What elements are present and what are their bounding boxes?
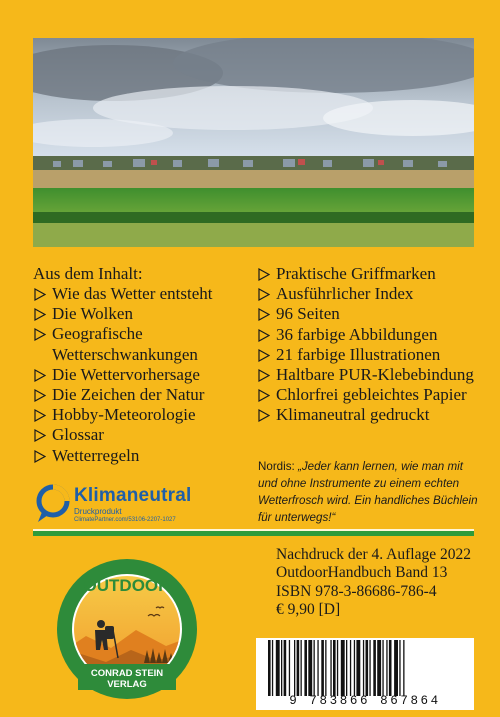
barcode-bar [297,640,300,696]
triangle-bullet-icon [34,328,46,341]
quote-text: „Jeder kann lernen, wie man mit und ohne Instrumente zu einem echten Wetterfrosch wird. Ein handliches Büchlein für unterwegs!“ [258,460,478,524]
list-item-text: Wie das Wetter entsteht [52,284,213,303]
barcode-bar [276,640,280,696]
list-item-text: Klimaneutral gedruckt [276,405,430,425]
imprint [276,546,476,620]
series-line: OutdoorHandbuch Band 13 [276,564,448,582]
barcode-bar [284,640,287,696]
list-item-text: Geografische [52,324,143,344]
list-item [33,304,248,324]
barcode-bar [294,640,295,696]
triangle-bullet-icon [258,369,270,382]
list-item-text: 36 farbige Abbildungen [276,324,438,344]
barcode-bar [289,640,290,696]
triangle-bullet-icon [34,409,46,422]
list-item-text: Die Zeichen der Natur [52,385,205,405]
list-item-text: Praktische Griffmarken [276,264,436,283]
barcode-bar [333,640,336,696]
cover-photo [33,38,474,247]
list-item-text: Haltbare PUR-Klebebindung [276,365,474,385]
triangle-bullet-icon [34,450,46,463]
barcode-bar [350,640,351,696]
list-item [257,345,482,365]
list-item-text: Die Wolken [52,304,133,324]
list-item [257,405,482,425]
triangle-bullet-icon [34,389,46,402]
list-item-text: Chlorfrei gebleichtes Papier [276,385,467,405]
list-item [257,385,482,405]
list-item-text: Wetterschwankungen [52,344,198,364]
barcode-bar [373,640,376,696]
klimaneutral-url: ClimatePartner.com/53106-2207-1027 [74,517,176,523]
barcode-bar [308,640,312,696]
divider-green [33,531,474,536]
list-item [33,446,248,466]
list-item [257,264,482,284]
barcode-bar [369,640,370,696]
barcode-digits: 9 783866 867864 [289,694,441,708]
triangle-bullet-icon [258,288,270,301]
list-item-continuation [33,345,248,365]
list-item-text: 21 farbige Illustrationen [276,344,441,364]
barcode-bar [341,640,345,696]
list-item-text: Hobby-Meteorologie [52,405,196,425]
triangle-bullet-icon [34,429,46,442]
list-item-text: Wetterregeln [52,445,140,465]
outdoor-badge [56,558,198,700]
barcode-bar [272,640,273,696]
barcode-bar [403,640,404,696]
list-item [257,304,482,324]
barcode-bars-icon [256,640,474,696]
klimaneutral-subtitle: Druckprodukt [74,507,122,516]
list-item [33,425,248,445]
badge-title: OUTDOOR [83,576,171,595]
climatepartner-icon [36,484,70,524]
badge-publisher-line2: VERLAG [107,679,147,690]
isbn-line: ISBN 978-3-86686-786-4 [276,582,437,600]
barcode-bar [386,640,387,696]
list-item-text: 96 Seiten [276,304,340,324]
barcode-bar [399,640,400,696]
list-item-text: Die Wettervorhersage [52,364,200,384]
triangle-bullet-icon [258,389,270,402]
list-item [33,324,248,344]
quote-source: Nordis: [258,460,295,473]
triangle-bullet-icon [258,308,270,321]
landscape-photo-icon [33,38,474,247]
barcode-bar [394,640,398,696]
badge-publisher-line1: CONRAD STEIN [90,668,164,679]
price-line: € 9,90 [D] [276,601,341,619]
barcode-bar [389,640,392,696]
triangle-bullet-icon [34,369,46,382]
triangle-bullet-icon [258,409,270,422]
list-item [33,405,248,425]
barcode-bar [304,640,307,696]
barcode-bar [377,640,381,696]
barcode-bar [356,640,360,696]
barcode-bar [325,640,326,696]
features-list [257,264,482,426]
list-item [33,385,248,405]
klimaneutral-title: Klimaneutral [74,485,192,506]
barcode-bar [363,640,364,696]
edition-line: Nachdruck der 4. Auflage 2022 [276,546,471,563]
contents-heading: Aus dem Inhalt: [33,264,143,283]
barcode-bar [301,640,302,696]
review-quote [258,458,478,526]
triangle-bullet-icon [258,349,270,362]
barcode-bar [382,640,383,696]
list-item-text: Glossar [52,425,104,445]
triangle-bullet-icon [34,288,46,301]
barcode-bar [268,640,271,696]
barcode-bar [346,640,347,696]
klimaneutral-logo [36,484,226,528]
barcode-bar [366,640,369,696]
triangle-bullet-icon [258,268,270,281]
barcode-bar [354,640,355,696]
barcode-bar [337,640,338,696]
barcode-bar [317,640,318,696]
list-item-text: Ausführlicher Index [276,284,414,304]
list-item [257,365,482,385]
triangle-bullet-icon [258,329,270,342]
barcode-bar [281,640,282,696]
contents-list [33,264,248,466]
barcode-bar [321,640,324,696]
list-item [257,284,482,304]
list-item [257,325,482,345]
barcode-bar [314,640,315,696]
list-item [33,365,248,385]
barcode-bar [330,640,331,696]
triangle-bullet-icon [34,308,46,321]
list-item [33,284,248,304]
barcode [256,638,474,710]
